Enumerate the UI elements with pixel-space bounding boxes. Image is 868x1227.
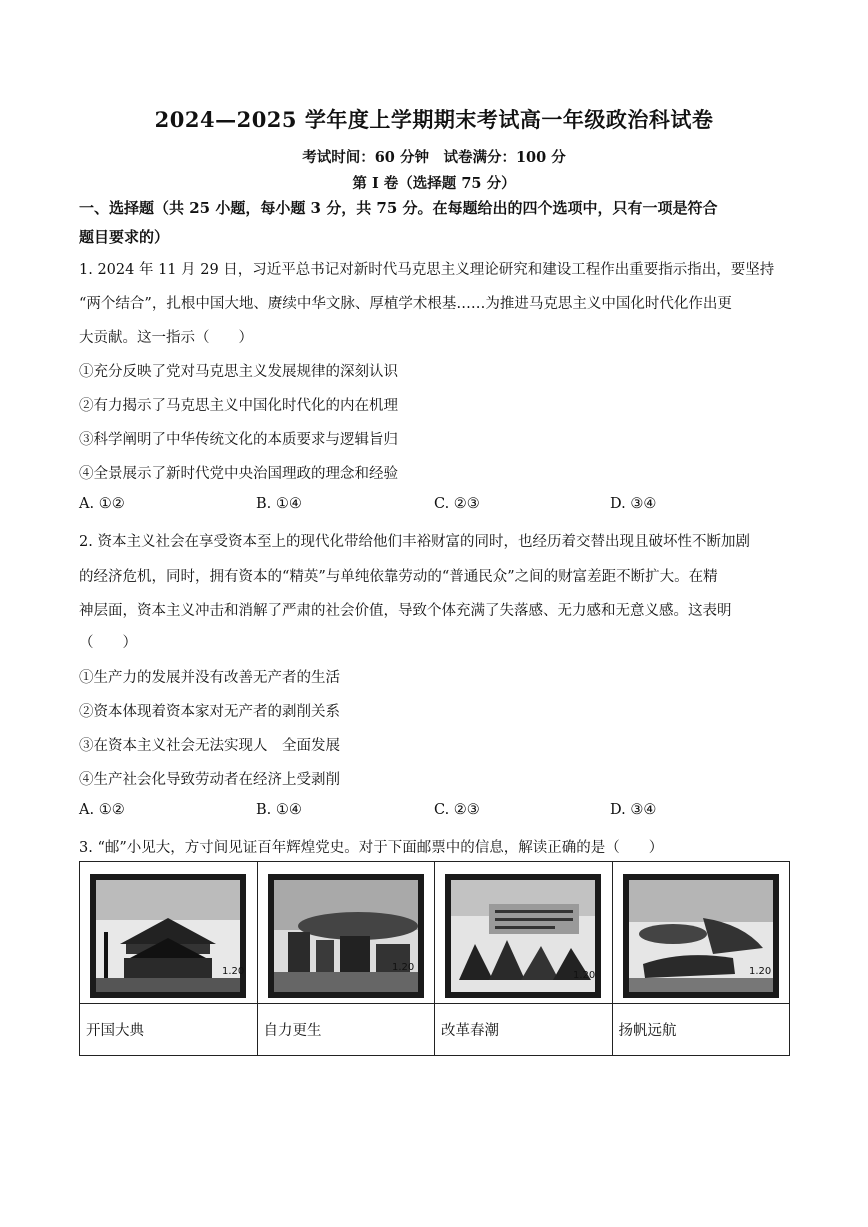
q1-item: ③科学阐明了中华传统文化的本质要求与逻辑旨归 bbox=[79, 432, 398, 448]
stamp-cell bbox=[257, 862, 435, 1004]
stamp-cell bbox=[80, 862, 258, 1004]
stamp-caption: 扬帆远航 bbox=[612, 1004, 790, 1056]
q2-option-b[interactable]: B. ①④ bbox=[256, 802, 302, 818]
q2-stem-line: 的经济危机，同时，拥有资本的“精英”与单纯依靠劳动的“普通民众”之间的财富差距不断扩大。在精 bbox=[79, 569, 718, 585]
q2-item: ①生产力的发展并没有改善无产者的生活 bbox=[79, 670, 340, 686]
q1-stem-line: 大贡献。这一指示（ ） bbox=[79, 330, 253, 346]
stamp-value: 1.20 bbox=[391, 961, 415, 973]
q1-option-d[interactable]: D. ③④ bbox=[610, 496, 657, 512]
stamp-value: 1.20 bbox=[748, 965, 772, 977]
stamp-value: 1.20 bbox=[573, 969, 596, 981]
sailing-stamp-icon bbox=[623, 874, 779, 998]
q1-option-c[interactable]: C. ②③ bbox=[434, 496, 480, 512]
q2-option-a[interactable]: A. ①② bbox=[79, 802, 125, 818]
q2-stem-line: 神层面，资本主义冲击和消解了严肃的社会价值，导致个体充满了失落感、无力感和无意义感。这表明 bbox=[79, 603, 732, 619]
q2-item: ④生产社会化导致劳动者在经济上受剥削 bbox=[79, 772, 340, 788]
stamp-caption: 自力更生 bbox=[257, 1004, 435, 1056]
section-heading-line1: 一、选择题（共 25 小题，每小题 3 分，共 75 分。在每题给出的四个选项中，只有一项是符合 bbox=[79, 199, 718, 217]
q1-option-b[interactable]: B. ①④ bbox=[256, 496, 302, 512]
part-heading: 第 I 卷（选择题 75 分） bbox=[352, 175, 516, 192]
q1-item: ②有力揭示了马克思主义中国化时代化的内在机理 bbox=[79, 398, 398, 414]
q3-stem: 3. “邮”小见大，方寸间见证百年辉煌党史。对于下面邮票中的信息，解读正确的是（ ） bbox=[79, 840, 664, 856]
q2-stem-line: （ ） bbox=[79, 635, 137, 651]
stamp-caption: 改革春潮 bbox=[435, 1004, 613, 1056]
exam-title: 2024—2025 学年度上学期期末考试高一年级政治科试卷 bbox=[154, 107, 714, 132]
reform-stamp-icon bbox=[445, 874, 601, 998]
stamp-cell bbox=[435, 862, 613, 1004]
stamp-value: 1.20 bbox=[222, 965, 245, 977]
exam-meta: 考试时间：60 分钟 试卷满分：100 分 bbox=[302, 149, 566, 166]
section-heading-line2: 题目要求的） bbox=[79, 228, 170, 246]
q2-stem-line: 2. 资本主义社会在享受资本至上的现代化带给他们丰裕财富的同时，也经历着交替出现且破坏性不断加剧 bbox=[79, 534, 750, 550]
stamp-caption: 开国大典 bbox=[80, 1004, 258, 1056]
tiananmen-stamp-icon bbox=[90, 874, 246, 998]
q2-item: ②资本体现着资本家对无产者的剥削关系 bbox=[79, 704, 340, 720]
q1-stem-line: “两个结合”，扎根中国大地、赓续中华文脉、厚植学术根基……为推进马克思主义中国化时代化作出更 bbox=[79, 296, 732, 312]
q2-option-c[interactable]: C. ②③ bbox=[434, 802, 480, 818]
industry-stamp-icon bbox=[268, 874, 424, 998]
q2-item: ③在资本主义社会无法实现人 全面发展 bbox=[79, 738, 340, 754]
stamp-table bbox=[79, 861, 790, 1056]
stamp-cell bbox=[612, 862, 790, 1004]
q1-item: ④全景展示了新时代党中央治国理政的理念和经验 bbox=[79, 466, 398, 482]
q2-option-d[interactable]: D. ③④ bbox=[610, 802, 657, 818]
q1-stem-line: 1. 2024 年 11 月 29 日，习近平总书记对新时代马克思主义理论研究和建设工程作出重要指示指出，要坚持 bbox=[79, 262, 775, 278]
q1-option-a[interactable]: A. ①② bbox=[79, 496, 125, 512]
q1-item: ①充分反映了党对马克思主义发展规律的深刻认识 bbox=[79, 364, 398, 380]
